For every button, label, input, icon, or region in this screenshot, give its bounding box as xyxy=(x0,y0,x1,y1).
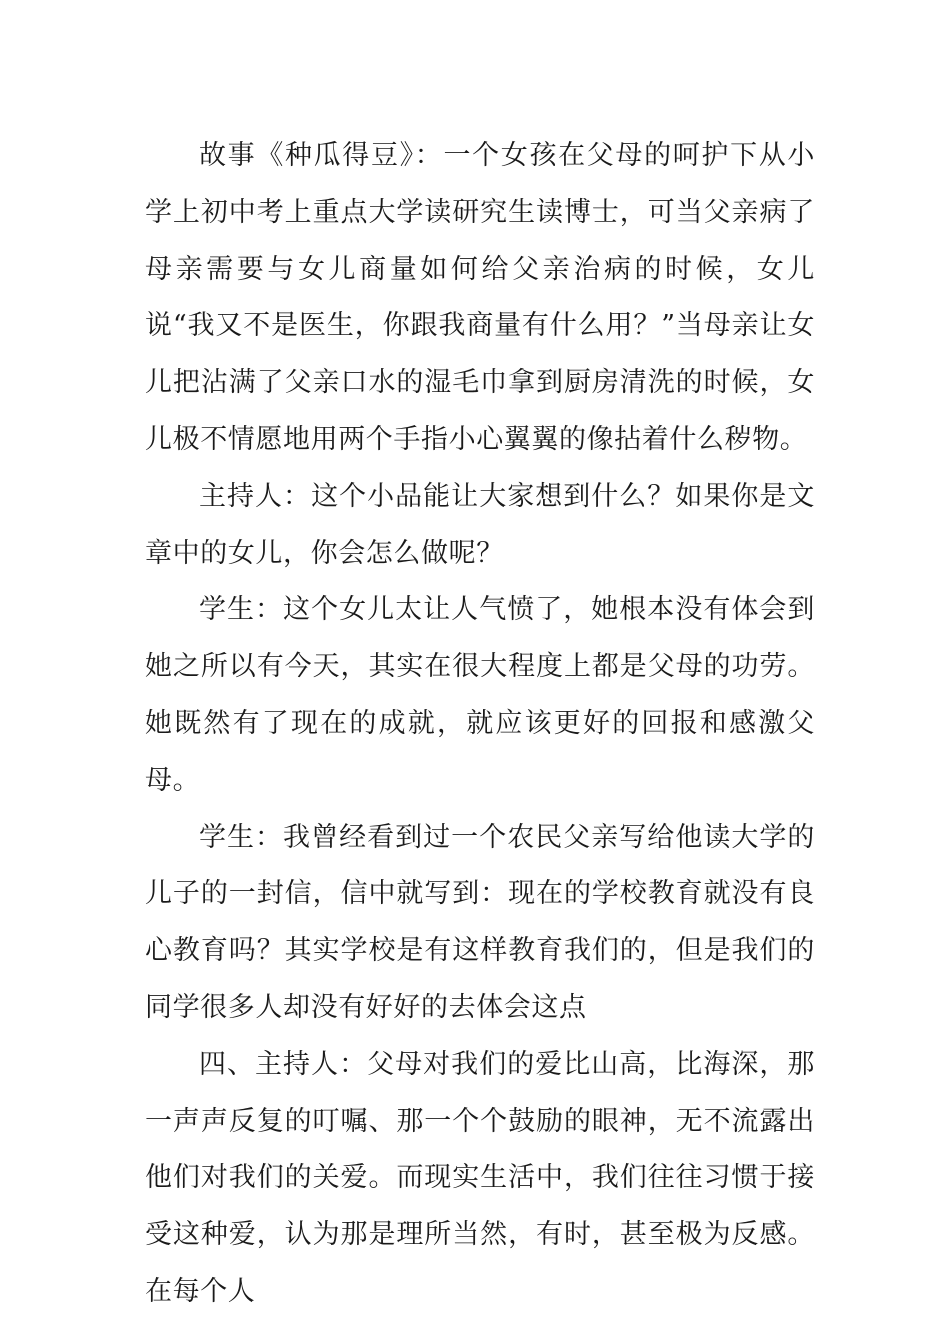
paragraph-student-response-2: 学生：我曾经看到过一个农民父亲写给他读大学的儿子的一封信，信中就写到：现在的学校教育就没有良心教育吗？其实学校是有这样教育我们的，但是我们的同学很多人却没有好好的去体会这点 xyxy=(145,821,815,1023)
paragraph-host-question: 主持人：这个小品能让大家想到什么？如果你是文章中的女儿，你会怎么做呢？ xyxy=(145,480,815,569)
paragraph-story: 故事《种瓜得豆》：一个女孩在父母的呵护下从小学上初中考上重点大学读研究生读博士，可当父亲病了母亲需要与女儿商量如何给父亲治病的时候，女儿说“我又不是医生，你跟我商量有什么用？”当母亲让女儿把沾满了父亲口水的湿毛巾拿到厨房清洗的时候，女儿极不情愿地用两个手指小心翼翼的像拈着什么秽物。 xyxy=(145,140,815,455)
document-body xyxy=(145,128,815,1321)
paragraph-student-response-1: 学生：这个女儿太让人气愤了，她根本没有体会到她之所以有今天，其实在很大程度上都是父母的功劳。她既然有了现在的成就，就应该更好的回报和感激父母。 xyxy=(145,594,815,796)
paragraph-host-section-four: 四、主持人：父母对我们的爱比山高，比海深，那一声声反复的叮嘱、那一个个鼓励的眼神，无不流露出他们对我们的关爱。而现实生活中，我们往往习惯于接受这种爱，认为那是理所当然，有时，甚至极为反感。在每个人 xyxy=(145,1048,815,1307)
